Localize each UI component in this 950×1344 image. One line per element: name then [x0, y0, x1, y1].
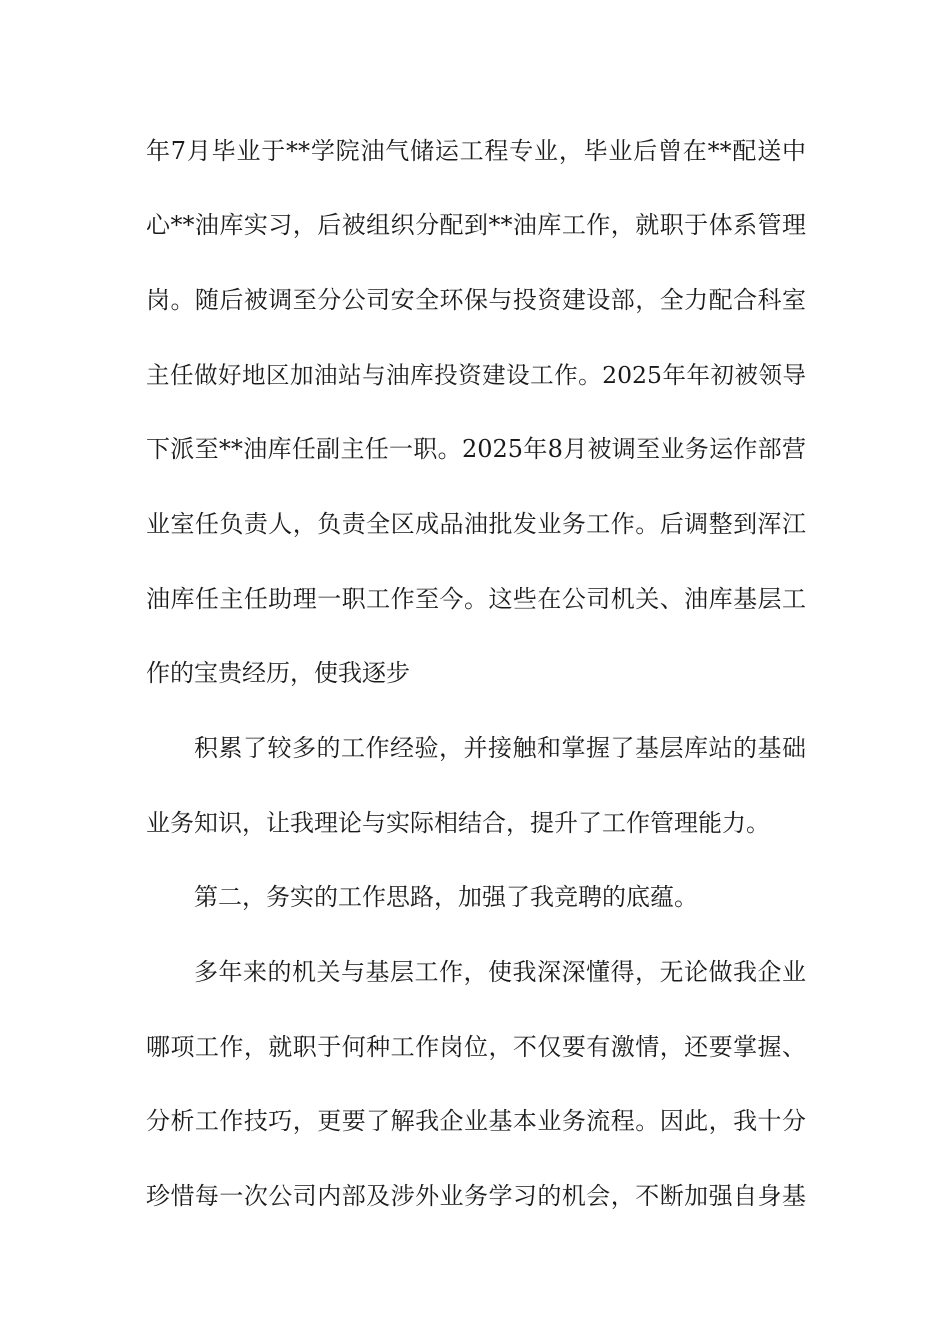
paragraph-line: 业务知识，让我理论与实际相结合，提升了工作管理能力。 — [146, 809, 770, 837]
paragraph-line: 哪项工作，就职于何种工作岗位，不仅要有激情，还要掌握、 — [146, 1033, 806, 1061]
paragraph-line: 业室任负责人，负责全区成品油批发业务工作。后调整到浑江 — [146, 510, 806, 538]
paragraph-line: 岗。随后被调至分公司安全环保与投资建设部，全力配合科室 — [146, 286, 806, 314]
paragraph-line: 作的宝贵经历，使我逐步 — [146, 659, 410, 687]
paragraph-line: 年7月毕业于**学院油气储运工程专业，毕业后曾在**配送中 — [146, 137, 806, 165]
paragraph-line: 心**油库实习，后被组织分配到**油库工作，就职于体系管理 — [146, 211, 806, 239]
paragraph-line: 珍惜每一次公司内部及涉外业务学习的机会，不断加强自身基 — [146, 1182, 806, 1210]
paragraph-line: 积累了较多的工作经验，并接触和掌握了基层库站的基础 — [194, 734, 806, 762]
paragraph-line: 油库任主任助理一职工作至今。这些在公司机关、油库基层工 — [146, 585, 806, 613]
section-heading: 第二，务实的工作思路，加强了我竞聘的底蕴。 — [194, 883, 698, 911]
paragraph-line: 多年来的机关与基层工作，使我深深懂得，无论做我企业 — [194, 958, 806, 986]
paragraph-line: 下派至**油库任副主任一职。2025年8月被调至业务运作部营 — [146, 435, 806, 463]
paragraph-line: 分析工作技巧，更要了解我企业基本业务流程。因此，我十分 — [146, 1107, 806, 1135]
paragraph-line: 主任做好地区加油站与油库投资建设工作。2025年年初被领导 — [146, 361, 806, 389]
